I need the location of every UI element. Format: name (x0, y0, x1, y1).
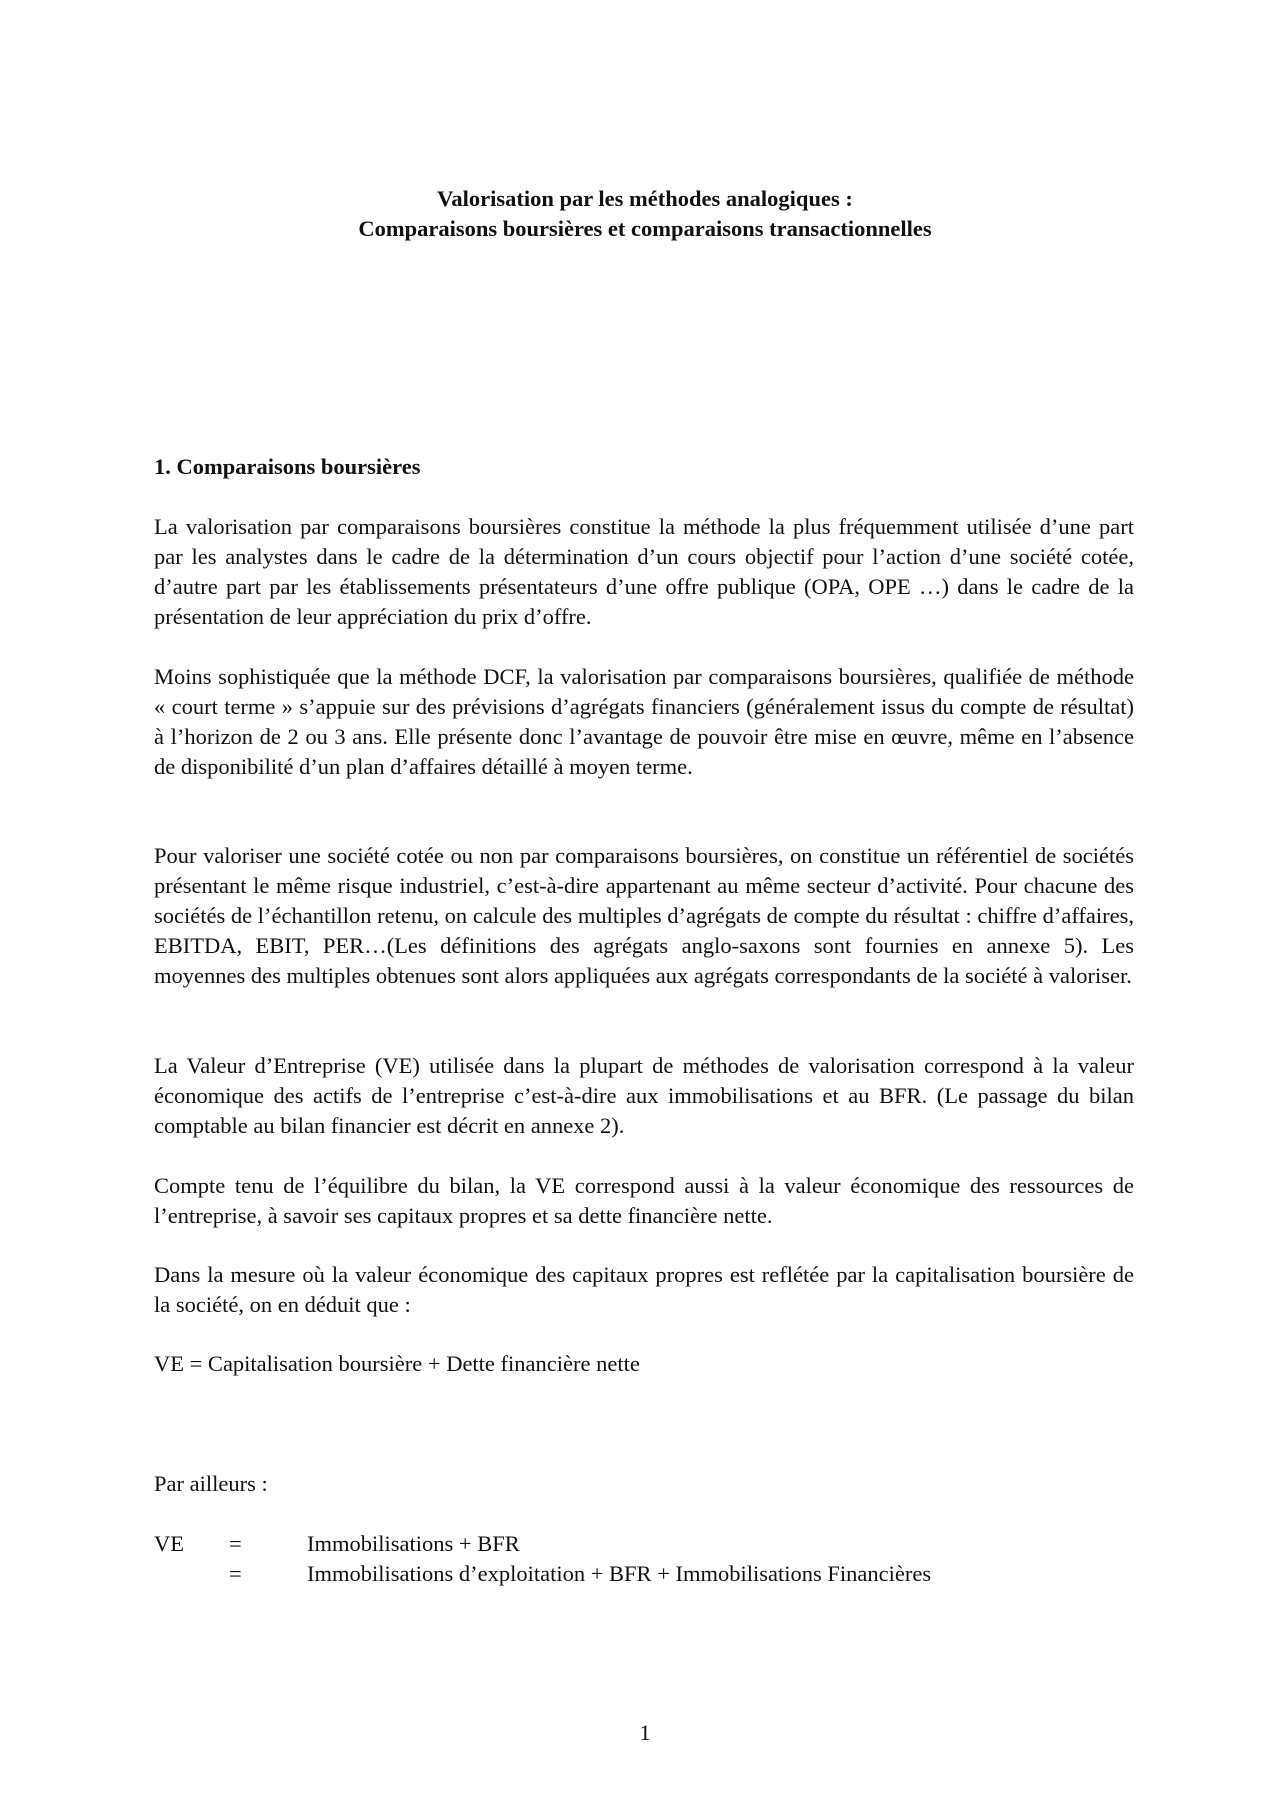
par-ailleurs-text: Par ailleurs : (154, 1471, 268, 1496)
equation-expression: Immobilisations + BFR (307, 1531, 520, 1556)
equation-label: VE (154, 1531, 184, 1556)
equation-row-1 (0, 1529, 1280, 1559)
formula-line: VE = Capitalisation boursière + Dette financière nette (154, 1351, 640, 1376)
equation-sign: = (229, 1561, 242, 1586)
title-line-1: Valorisation par les méthodes analogiques : (437, 186, 853, 211)
equation-expression: Immobilisations d’exploitation + BFR + Immobilisations Financières (307, 1561, 932, 1586)
section-heading: 1. Comparaisons boursières (154, 454, 421, 479)
paragraph-2: Moins sophistiquée que la méthode DCF, la valorisation par comparaisons boursières, qualifiée de méthode « court terme » s’appuie sur des prévisions d’agrégats financiers (généralement issus du compte de résultat) à l’horizon de 2 ou 3 ans. Elle présente donc l’avantage de pouvoir être mise en œuvre, même en l’absence de disponibilité d’un plan d’affaires détaillé à moyen terme. (154, 664, 1134, 779)
paragraph-1: La valorisation par comparaisons boursières constitue la méthode la plus fréquemment utilisée d’une part par les analystes dans le cadre de la détermination d’un cours objectif pour l’action d’une société cotée, d’autre part par les établissements présentateurs d’une offre publique (OPA, OPE …) dans le cadre de la présentation de leur appréciation du prix d’offre. (154, 514, 1134, 629)
equation-row-2 (0, 1559, 1280, 1589)
page-number: 1 (639, 1720, 651, 1745)
equation-sign: = (229, 1531, 242, 1556)
paragraph-4: La Valeur d’Entreprise (VE) utilisée dans la plupart de méthodes de valorisation correspond à la valeur économique des actifs de l’entreprise c’est-à-dire aux immobilisations et au BFR. (Le passage du bilan comptable au bilan financier est décrit en annexe 2). (154, 1053, 1134, 1138)
paragraph-5: Compte tenu de l’équilibre du bilan, la VE correspond aussi à la valeur économique des ressources de l’entreprise, à savoir ses capitaux propres et sa dette financière nette. (154, 1173, 1134, 1228)
paragraph-6: Dans la mesure où la valeur économique des capitaux propres est reflétée par la capitalisation boursière de la société, on en déduit que : (154, 1262, 1134, 1317)
paragraph-3: Pour valoriser une société cotée ou non par comparaisons boursières, on constitue un référentiel de sociétés présentant le même risque industriel, c’est-à-dire appartenant au même secteur d’activité. Pour chacune des sociétés de l’échantillon retenu, on calcule des multiples d’agrégats de compte du résultat : chiffre d’affaires, EBITDA, EBIT, PER…(Les définitions des agrégats anglo-saxons sont fournies en annexe 5). Les moyennes des multiples obtenues sont alors appliquées aux agrégats correspondants de la société à valoriser. (154, 843, 1134, 988)
document-title (0, 184, 1280, 244)
title-line-2: Comparaisons boursières et comparaisons transactionnelles (358, 216, 932, 241)
